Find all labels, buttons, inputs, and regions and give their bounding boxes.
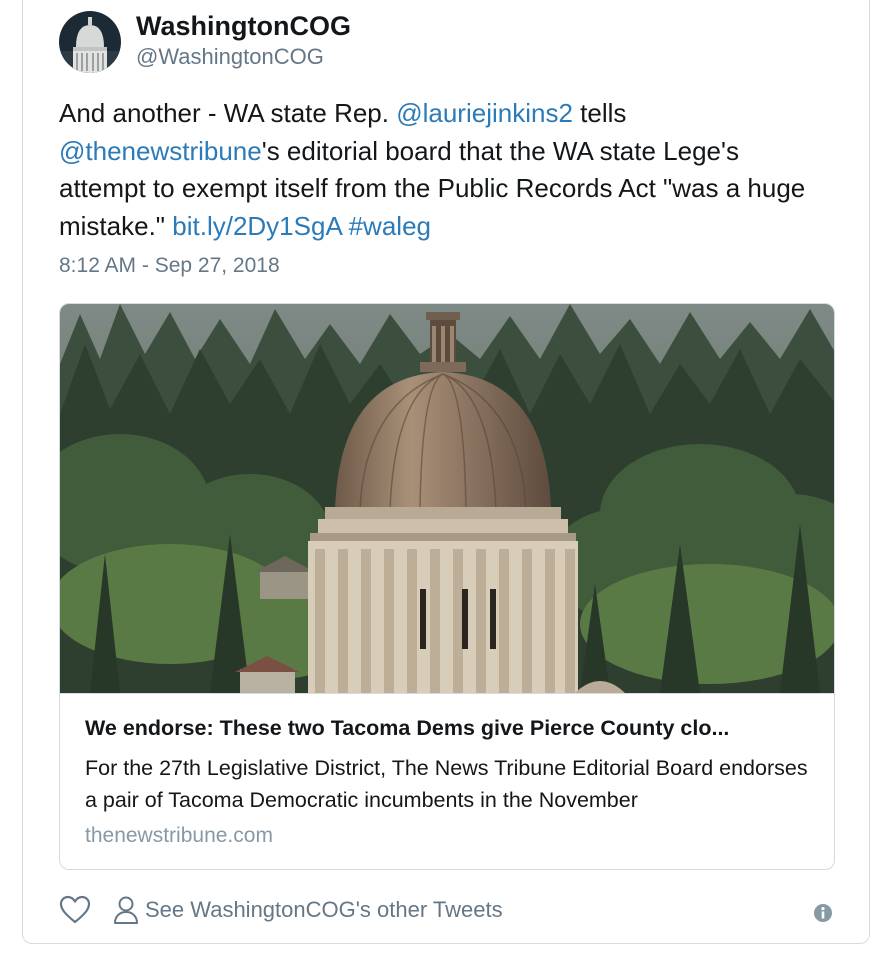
link-preview-domain: thenewstribune.com xyxy=(85,824,273,847)
link-preview-text[interactable] xyxy=(60,693,835,870)
tweet-footer xyxy=(59,893,841,929)
account-handle[interactable]: @WashingtonCOG xyxy=(136,44,324,69)
short-link[interactable]: bit.ly/2Dy1SgA xyxy=(172,210,342,241)
heart-icon[interactable] xyxy=(59,895,91,925)
link-preview-description: For the 27th Legislative District, The News Tribune Editorial Board endorses a pair of Tacoma Democratic incumbents in the November xyxy=(85,756,808,812)
link-preview-title[interactable]: We endorse: These two Tacoma Dems give Pierce County clo... xyxy=(85,716,730,740)
tweet-text-segment xyxy=(341,211,348,241)
tweet-text-segment: And another - WA state Rep. xyxy=(59,98,397,128)
see-other-tweets-label[interactable]: See WashingtonCOG's other Tweets xyxy=(145,897,503,922)
tweet-text-segment: tells xyxy=(572,98,627,128)
account-name[interactable]: WashingtonCOG xyxy=(136,11,351,41)
hashtag-link[interactable]: #waleg xyxy=(348,210,431,241)
see-other-tweets-link[interactable] xyxy=(113,893,503,927)
mention-link[interactable]: @thenewstribune xyxy=(59,135,262,166)
tweet-text xyxy=(59,95,829,245)
info-icon[interactable] xyxy=(813,903,833,923)
avatar[interactable] xyxy=(59,11,121,73)
mention-link[interactable]: @lauriejinkins2 xyxy=(396,98,573,128)
link-preview-card[interactable] xyxy=(59,303,835,870)
capitol-dome-preview-image xyxy=(60,304,835,693)
tweet-timestamp[interactable]: 8:12 AM - Sep 27, 2018 xyxy=(59,254,280,277)
person-icon xyxy=(113,895,139,925)
capitol-dome-avatar-image xyxy=(59,11,121,73)
tweet-text-segment: 's editorial board that the WA state Lege's attempt to exempt itself from the Public Records Act "was a huge mistake." xyxy=(59,135,806,241)
